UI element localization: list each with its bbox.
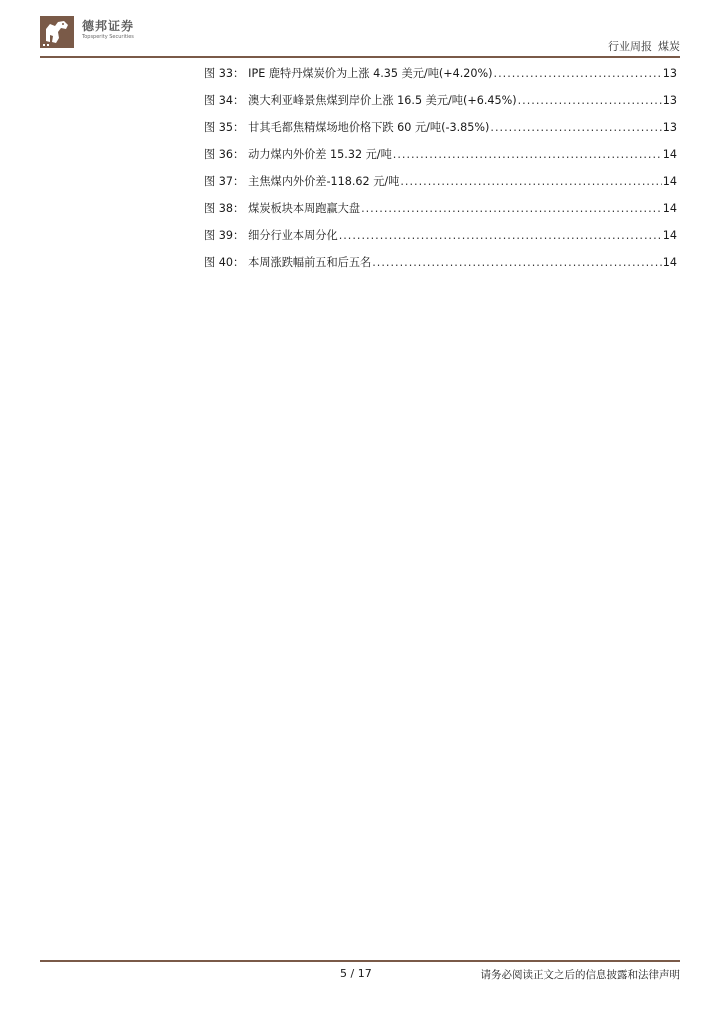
toc-entry-title: 本周涨跌幅前五和后五名: [248, 256, 372, 269]
company-logo: [40, 14, 180, 50]
toc-dot-leader: [361, 202, 662, 216]
toc-entry-number: 图 39：: [204, 229, 245, 242]
toc-entry-title: IPE 鹿特丹煤炭价为上涨 4.35 美元/吨(+4.20%): [248, 67, 493, 80]
logo-chinese-name: 德邦证券: [82, 19, 135, 33]
toc-dot-leader: [339, 229, 662, 243]
toc-entry-page: 14: [662, 256, 677, 269]
toc-entry-number: 图 34：: [204, 94, 245, 107]
toc-entry-number: 图 40：: [204, 256, 245, 269]
toc-entry[interactable]: [204, 121, 677, 148]
header-divider: [40, 56, 680, 58]
toc-entry-page: 14: [662, 148, 677, 161]
toc-entry[interactable]: [204, 229, 677, 256]
toc-dot-leader: [518, 94, 662, 108]
toc-entry[interactable]: [204, 202, 677, 229]
toc-entry-page: 13: [662, 94, 677, 107]
logo-english-name: Topsperity Securities: [82, 34, 134, 40]
toc-dot-leader: [393, 148, 662, 162]
toc-entry-title: 澳大利亚峰景焦煤到岸价上涨 16.5 美元/吨(+6.45%): [248, 94, 517, 107]
toc-entry-number: 图 37：: [204, 175, 245, 188]
bull-logo-icon: [40, 16, 74, 48]
toc-entry[interactable]: [204, 94, 677, 121]
page-number: 5 / 17: [340, 967, 372, 980]
toc-dot-leader: [490, 121, 661, 135]
toc-dot-leader: [400, 175, 661, 189]
toc-entry[interactable]: [204, 67, 677, 94]
toc-entry-title: 甘其毛都焦精煤场地价格下跌 60 元/吨(-3.85%): [248, 121, 490, 134]
toc-entry-title: 细分行业本周分化: [248, 229, 338, 242]
toc-entry-title: 煤炭板块本周跑赢大盘: [248, 202, 361, 215]
toc-entry-number: 图 33：: [204, 67, 245, 80]
toc-dot-leader: [494, 67, 662, 81]
toc-entry-number: 图 35：: [204, 121, 245, 134]
toc-entry-page: 13: [662, 121, 677, 134]
toc-entry-page: 14: [662, 202, 677, 215]
industry-name: 煤炭: [658, 40, 680, 53]
figure-list: [204, 67, 677, 283]
toc-entry-page: 13: [662, 67, 677, 80]
toc-entry-title: 动力煤内外价差 15.32 元/吨: [248, 148, 392, 161]
toc-entry-page: 14: [662, 229, 677, 242]
footer-divider: [40, 960, 680, 962]
toc-dot-leader: [372, 256, 662, 270]
report-type: 行业周报: [608, 40, 652, 53]
page-header: [40, 14, 680, 56]
toc-entry[interactable]: [204, 256, 677, 283]
toc-entry-number: 图 36：: [204, 148, 245, 161]
toc-entry[interactable]: [204, 175, 677, 202]
legal-disclaimer: 请务必阅读正文之后的信息披露和法律声明: [480, 969, 680, 981]
toc-entry-number: 图 38：: [204, 202, 245, 215]
report-category: [608, 38, 680, 54]
toc-entry-title: 主焦煤内外价差-118.62 元/吨: [248, 175, 400, 188]
toc-entry-page: 14: [662, 175, 677, 188]
toc-entry[interactable]: [204, 148, 677, 175]
